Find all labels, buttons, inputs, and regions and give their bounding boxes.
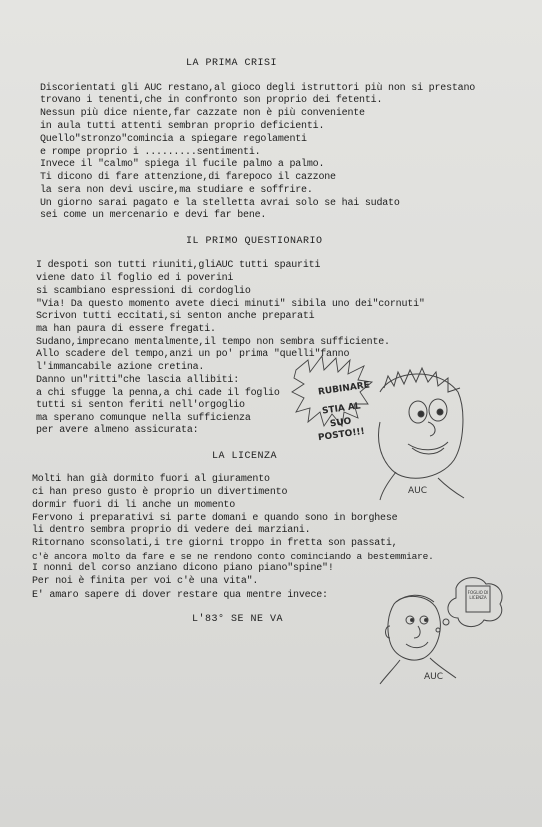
cartoon-shouting-officer [288,352,468,502]
thinking-man-drawing [360,568,510,688]
text-line: Scrivon tutti eccitati,si senton anche preparati [36,311,315,322]
text-line: c'è ancora molto da fare e se ne rendono conto cominciando a bestemmiare. [32,551,434,562]
text-line: ma han paura di essere fregati. [36,324,216,335]
text-line: a chi sfugge la penna,a chi cade il foglio [36,388,280,399]
text-line: dormir fuori di li anche un momento [32,500,236,511]
text-line: sei come un mercenario e devi far bene. [40,210,267,221]
text-line: la sera non devi uscire,ma studiare e soffrire. [40,185,313,196]
text-line: Invece il "calmo" spiega il fucile palmo a palmo. [40,159,325,170]
text-line: "Via! Da questo momento avete dieci minuti" sibila uno dei"cornuti" [36,299,425,310]
text-line: Danno un"ritti"che lascia allibiti: [36,375,240,386]
cartoon2-signature: AUC [424,672,444,682]
text-line: Nessun più dice niente,far cazzate non è più conveniente [40,108,365,119]
text-line: Molti han già dormito fuori al giuramento [32,474,270,485]
text-line: Quello"stronzo"comincia a spiegare regolamenti [40,134,307,145]
text-line: Allo scadere del tempo,anzi un po' prima "quelli"fanno [36,349,350,360]
text-line: ma sperano comunque nella sufficienza [36,413,251,424]
text-line: Sudano,imprecano mentalmente,il tempo non sembra sufficiente. [36,337,390,348]
text-line: tutti si senton feriti nell'orgoglio [36,400,245,411]
text-line: viene dato il foglio ed i poverini [36,273,234,284]
leave-pass-book-label: FOGLIO DI LICENZA [467,590,489,600]
section-title-questionario: IL PRIMO QUESTIONARIO [186,236,323,247]
text-line: Fervono i preparativi si parte domani e quando sono in borghese [32,513,398,524]
text-line: I despoti son tutti riuniti,gliAUC tutti spauriti [36,260,321,271]
text-line: ci han preso gusto è proprio un divertimento [32,487,288,498]
section-title-licenza: LA LICENZA [212,451,278,462]
cartoon-thinking-man [360,568,510,688]
text-line: Ritornano sconsolati,i tre giorni troppo in fretta son passati, [32,538,398,549]
text-line: per avere almeno assicurata: [36,425,199,436]
section-title-crisi: LA PRIMA CRISI [186,58,278,69]
text-line: Ti dicono di fare attenzione,di farepoco il cazzone [40,172,336,183]
cartoon1-bubble-line: RUBINARE [317,380,371,398]
text-line: li dentro sembra proprio di vedere dei marziani. [32,525,311,536]
cartoon1-bubble-line: SUO [329,416,353,430]
text-line: trovano i tenenti,che in confronto son proprio dei fetenti. [40,95,383,106]
closing-line: L'83° SE NE VA [192,614,284,625]
text-line: E' amaro sapere di dover restare qua mentre invece: [32,590,328,601]
shouting-officer-drawing [288,352,468,502]
text-line: I nonni del corso anziano dicono piano piano"spine"! [32,563,334,574]
cartoon1-bubble-line: POSTO!!! [317,426,366,444]
text-line: Per noi è finita per voi c'è una vita". [32,576,259,587]
text-line: Discorientati gli AUC restano,al gioco degli istruttori più non si prestano [40,83,476,94]
text-line: si scambiano espressioni di cordoglio [36,286,251,297]
cartoon1-bubble-line: STIA AL [321,401,362,417]
cartoon1-signature: AUC [408,486,428,496]
text-line: l'immancabile azione cretina. [36,362,205,373]
text-line: e rompe proprio i .........sentimenti. [40,147,261,158]
text-line: in aula tutti attenti sembran proprio deficienti. [40,121,325,132]
text-line: Un giorno sarai pagato e la stelletta avrai solo se hai sudato [40,198,400,209]
